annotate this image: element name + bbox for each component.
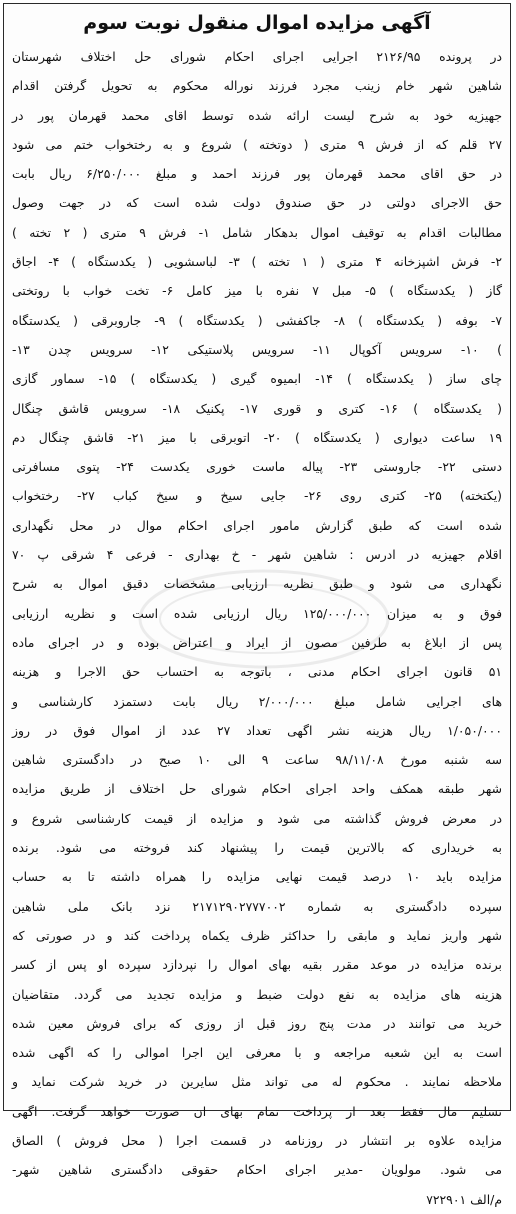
notice-line: ) ۱۰- سرویس آکوپال ۱۱- سرویس پلاستیکی ۱۲- سرویس چدن ۱۳- — [12, 341, 503, 357]
notice-line: ملاحظه نمایند . محکوم له می تواند مثل سایرین در خرید شرکت نماید و — [12, 1074, 502, 1090]
notice-line: برنده مزایده در موعد مقرر بقیه بهای اموال را نپردازد سپرده او پس از کسر — [12, 957, 502, 973]
notice-title: آگهی مزایده اموال منقول نوبت سوم — [83, 12, 431, 34]
notice-line: سپرده دادگستری به شماره ۲۱۷۱۲۹۰۲۷۷۷۰۰۲ نزد بانک ملی شاهین — [12, 898, 502, 914]
notice-line: سه شنبه مورخ ۹۸/۱۱/۰۸ ساعت ۹ الی ۱۰ صبح در دادگستری شاهین — [12, 752, 502, 768]
notice-line: ۱۹ ساعت دیواری ( یکدستگاه ) ۲۰- اتوبرقی با میز ۲۱- قاشق چنگال دم — [12, 429, 502, 445]
notice-line: در معرض فروش گذاشته می شود و مزایده از قیمت کارشناسی شروع و — [12, 810, 502, 826]
notice-line: شده است که طبق گزارش مامور اجرای احکام موال در محل نگهداری — [12, 517, 502, 533]
notice-line: حق الاجرای دولتی در حق صندوق دولت شده است که در جهت وصول — [12, 195, 502, 211]
notice-line: شاهین شهر خام زینب مجرد فرزند نوراله محکوم به تحویل گرفتن اقدام — [12, 78, 502, 94]
notice-line: چای ساز ( یکدستگاه ) ۱۴- ابمیوه گیری ( یکدستگاه ) ۱۵- سماور گازی — [12, 371, 502, 387]
notice-line: ۵۱ قانون اجرای احکام مدنی ، باتوجه به احتساب حق الاجرا و هزینه — [12, 664, 502, 680]
notice-line: مطالبات اقدام به توقیف اموال بدهکار شامل ۱- فرش ۹ متری ( ۲ تخته ) — [12, 224, 503, 240]
notice-line: شهر طبقه همکف واحد اجرای احکام شورای حل اختلاف از طریق مزایده — [12, 781, 502, 797]
notice-line: ۲- فرش اشپزخانه ۴ متری ( ۱ تخته ) ۳- لباسشویی ( یکدستگاه ) ۴- اجاق — [12, 254, 503, 270]
notice-line: در حق اقای محمد قهرمان پور فرزند احمد و مبلغ ۶/۲۵۰/۰۰۰ ریال بابت — [12, 166, 503, 182]
notice-line: به خریداری که بالاترین قیمت را پیشنهاد کند فروخته می شود. برنده — [12, 840, 502, 856]
notice-line: هزینه های مزایده به نفع دولت ضبط و مزایده تجدید می گردد. متقاضیان — [12, 986, 502, 1002]
notice-line: ۷- بوفه ( یکدستگاه ) ۸- جاکفشی ( یکدستگاه ) ۹- جاروبرقی ( یکدستگاه — [12, 312, 502, 328]
notice-line: پس از ابلاغ به طرفین مصون از ایراد و اعتراض بوده و در اجرای ماده — [12, 634, 502, 650]
notice-line: (یکتخته) ۲۵- کتری روی ۲۶- جایی سیخ و سیخ کباب ۲۷- رختخواب — [12, 488, 502, 504]
auction-notice — [3, 3, 511, 1207]
notice-body — [4, 39, 510, 1214]
notice-reference: م/الف ۷۲۲۹۰۱ — [426, 1191, 502, 1207]
notice-line: دستی ۲۲- جاروستی ۲۳- پیاله ماست خوری یکدست ۲۴- پتوی مسافرتی — [12, 459, 503, 475]
notice-line: ( یکدستگاه ) ۱۶- کتری و قوری ۱۷- پکنیک ۱۸- سرویس قاشق چنگال — [12, 400, 502, 416]
notice-line: جهیزیه خود به شرح لیست ارائه شده توسط اقای محمد قهرمان پور در — [12, 107, 502, 123]
notice-line: نگهداری می شود و طبق نظریه ارزیابی مشخصات دقیق اموال به شرح — [12, 576, 502, 592]
notice-line: ۱/۰۵۰/۰۰۰ ریال هزینه نشر اگهی تعداد ۲۷ عدد از اموال فوق در روز — [12, 722, 502, 738]
notice-line: شهر واریز نماید و مابقی را حداکثر ظرف یکماه پرداخت کند و در صورتی که — [12, 927, 502, 943]
notice-line: های اجرایی شامل مبلغ ۲/۰۰۰/۰۰۰ ریال بابت دستمزد کارشناسی و — [12, 693, 502, 709]
notice-line: فوق و به میزان ۱۲۵/۰۰۰/۰۰۰ ریال ارزیابی شده است و نظریه ارزیابی — [12, 605, 502, 621]
notice-line: تسلیم مال فقط بعد از پرداخت تمام بهای ان صورت خواهد گرفت. اگهی — [12, 1103, 502, 1119]
notice-line: اقلام جهیزیه در ادرس : شاهین شهر - خ بهداری - فرعی ۴ شرقی پ ۷۰ — [12, 547, 502, 563]
notice-line: است به این شعبه مراجعه و با معرفی این اجرا اموالی را که اگهی شده — [12, 1045, 502, 1061]
notice-line: گاز ( یکدستگاه ) ۵- مبل ۷ نفره با میز کامل ۶- تخت خواب با روتختی — [12, 283, 503, 299]
notice-line: در پرونده ۲۱۲۶/۹۵ اجرایی اجرای احکام شورای حل اختلاف شهرستان — [12, 49, 503, 64]
notice-line: خرید می توانند در مدت پنج روز قبل از روزی که برای فروش معین شده — [12, 1015, 502, 1031]
notice-line: مزایده باید ۱۰ درصد قیمت نهایی مزایده را همراه داشته تا به حساب — [12, 869, 502, 885]
notice-line: می شود. مولویان -مدیر اجرای احکام حقوقی دادگستری شاهین شهر- — [12, 1162, 502, 1178]
notice-line: مزایده علاوه بر انتشار در روزنامه در قسمت اجرا ( محل فروش ) الصاق — [12, 1132, 502, 1148]
notice-line: ۲۷ قلم که از فرش ۹ متری ( دوتخته ) شروع و به رختخواب ختم می شود — [12, 136, 502, 152]
